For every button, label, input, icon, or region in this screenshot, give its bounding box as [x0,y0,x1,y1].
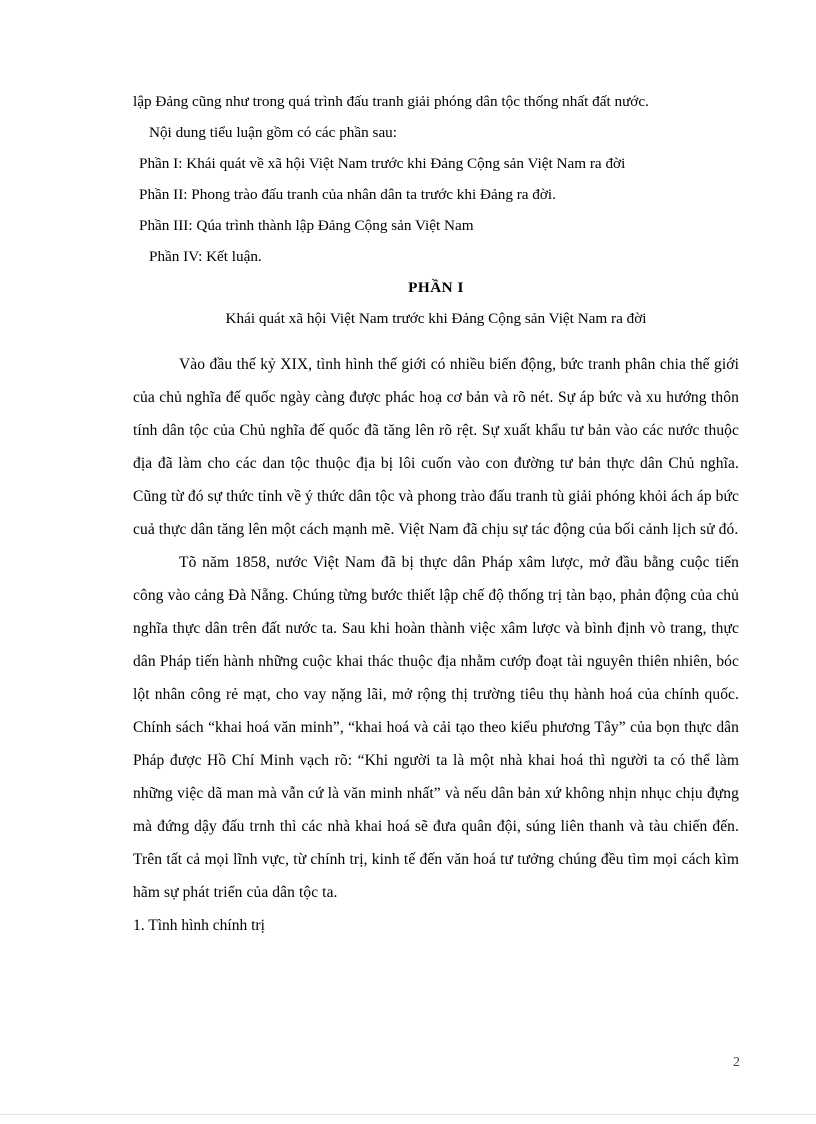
body-paragraph-1-text: Vào đầu thế kỷ XIX, tình hình thế giới có nhiều biến động, bức tranh phân chia thế giới của chủ nghĩa đế quốc ngày càng được phác hoạ cơ bản và rõ nét. Sự áp bức và xu hướng thôn tính dân tộc của Chủ nghĩa đế quốc đã tăng lên rõ rệt. Sự xuất khẩu tư bản vào các nước thuộc địa đã làm cho các dan tộc thuộc địa bị lôi cuốn vào con đường tư bản thực dân Chủ nghĩa. Cũng từ đó sự thức tỉnh về ý thức dân tộc và phong trào đấu tranh tù giải phóng khỏi ách áp bức cuả thực dân tăng lên một cách mạnh mẽ. Việt Nam đã chịu sự tác động của bối cảnh lịch sử đó. [133,356,739,538]
outline-item-1: Phần I: Khái quát về xã hội Việt Nam trước khi Đảng Cộng sản Việt Nam ra đời [139,155,626,172]
page-content [133,86,739,942]
body-paragraph-1 [133,348,739,546]
final-line: 1. Tình hình chính trị [133,917,265,934]
section-subheading: Khái quát xã hội Việt Nam trước khi Đảng Cộng sản Việt Nam ra đời [225,310,647,327]
body-paragraph-2-text: Tõ năm 1858, nước Việt Nam đã bị thực dân Pháp xâm lược, mở đầu bằng cuộc tiến công vào cảng Đà Nẵng. Chúng từng bước thiết lập chế độ thống trị tàn bạo, phản động của chủ nghĩa thực dân trên đất nước ta. Sau khi hoàn thành việc xâm lược và bình định vò trang, thực dân Pháp tiến hành những cuộc khai thác thuộc địa nhằm cướp đoạt tài nguyên thiên nhiên, bóc lột nhân công rẻ mạt, cho vay nặng lãi, mở rộng thị trường tiêu thụ hành hoá của chính quốc. Chính sách “khai hoá văn minh”, “khai hoá và cải tạo theo kiểu phương Tây” của bọn thực dân Pháp được Hồ Chí Minh vạch rõ: “Khi người ta là một nhà khai hoá thì người ta có thể làm những việc dã man mà vẫn cứ là văn minh nhất” và nếu dân bản xứ không nhịn nhục chịu đựng mà đứng dậy đấu trnh thì các nhà khai hoá sẽ đưa quân đội, súng liên thanh và tàu chiến đến. Trên tất cả mọi lĩnh vực, từ chính trị, kinh tế đến văn hoá tư tưởng chúng đều tìm mọi cách kìm hãm sự phát triển của dân tộc ta. [133,554,739,901]
top-paragraph: lập Đảng cũng như trong quá trình đấu tranh giải phóng dân tộc thống nhất đất nước. [133,93,649,110]
section-heading: PHẦN I [408,279,464,296]
intro-line: Nội dung tiểu luận gồm có các phần sau: [149,124,397,141]
body-paragraph-2 [133,546,739,909]
outline-item-3: Phần III: Qúa trình thành lập Đảng Cộng sản Việt Nam [139,217,474,234]
page-number: 2 [733,1055,740,1070]
outline-item-2: Phần II: Phong trào đấu tranh của nhân dân ta trước khi Đảng ra đời. [139,186,556,203]
outline-item-4: Phần IV: Kết luận. [149,248,262,265]
section-gap [133,334,739,348]
